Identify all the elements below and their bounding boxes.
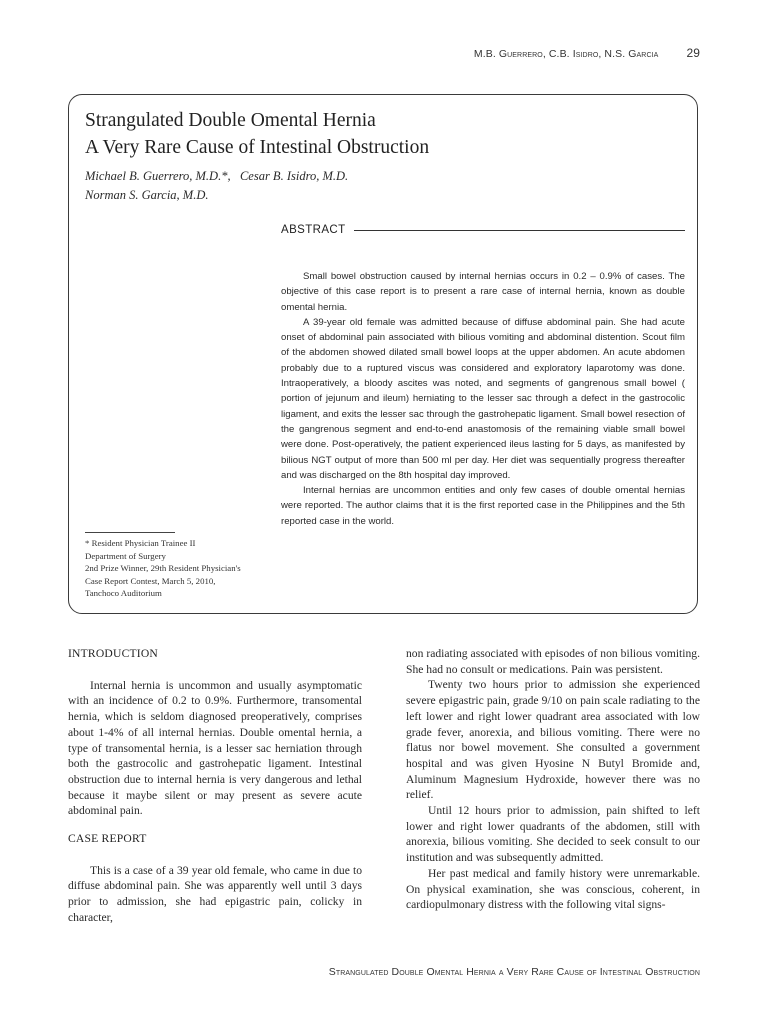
running-header bbox=[474, 46, 700, 62]
abstract-text bbox=[281, 269, 685, 529]
abstract-rule bbox=[354, 230, 685, 231]
footnote-line: Department of Surgery bbox=[85, 550, 166, 561]
authors-line-1: Michael B. Guerrero, M.D.*, Cesar B. Isidro, M.D. bbox=[85, 169, 349, 183]
left-column bbox=[68, 646, 362, 926]
abstract-label: ABSTRACT bbox=[281, 224, 346, 236]
abstract-paragraph: Internal hernias are uncommon entities and only few cases of double omental hernias were reported. The author claims that it is the first reported case in the Philippines and the 5th reported case in the world. bbox=[281, 485, 685, 527]
footnote-line: Case Report Contest, March 5, 2010, bbox=[85, 575, 216, 586]
page-number: 29 bbox=[686, 46, 700, 60]
article-title bbox=[85, 107, 685, 161]
footer-title: Strangulated Double Omental Hernia a Very Rare Cause of Intestinal Obstruction bbox=[328, 966, 700, 978]
running-footer bbox=[68, 966, 700, 978]
footnote-line: 2nd Prize Winner, 29th Resident Physician's bbox=[85, 563, 241, 573]
body-paragraph: Her past medical and family history were unremarkable. On physical examination, she was conscious, coherent, in cardiopulmonary distress with the following vital signs- bbox=[406, 866, 700, 912]
title-line-1: Strangulated Double Omental Hernia bbox=[85, 110, 376, 131]
body-paragraph: Twenty two hours prior to admission she experienced severe epigastric pain, grade 9/10 on pain scale radiating to the left lower and right lower quadrant area associated with low grade fever, anorexia, and bilious vomiting. There were no flatus nor bowel movement. She consulted a government hospital and was given Hyosine N Butyl Bromide and, Aluminum Magnesium Hydroxide, however there was no relief. bbox=[406, 678, 700, 802]
title-line-2: A Very Rare Cause of Intestinal Obstruction bbox=[85, 137, 430, 158]
author-list bbox=[85, 167, 485, 205]
footnote-line: * Resident Physician Trainee II bbox=[85, 538, 196, 548]
case-report-heading: CASE REPORT bbox=[68, 832, 147, 846]
right-column bbox=[406, 646, 700, 913]
introduction-paragraph: Internal hernia is uncommon and usually asymptomatic with an incidence of 0.2 to 0.9%. Furthermore, transomental hernia, which is seldom diagnosed preoperatively, comprises about 1-4% of all internal hernias. Double omental hernia, a type of transomental hernia, is a lesser sac herniation through both the gastrocolic and gastrohepatic ligament. Intestinal obstruction due to internal hernia is very dangerous and lethal because it maybe silent or may present as severe acute abdominal pain. bbox=[68, 678, 362, 818]
abstract-paragraph: Small bowel obstruction caused by internal hernias occurs in 0.2 – 0.9% of cases. The objective of this case report is to present a rare case of internal hernia, known as double omental hernia. bbox=[281, 271, 685, 313]
abstract-paragraph: A 39-year old female was admitted because of diffuse abdominal pain. She had acute onset of abdominal pain associated with bilious vomiting and abdominal distention. Scout film of the abdomen showed dilated small bowel loops at the upper abdomen. An acute abdomen probably due to a ruptured viscus was considered and exploratory laparotomy was done. Intraoperatively, a bloody ascites was noted, and segments of gangrenous small bowel ( portion of jejunum and ileum) herniating to the lesser sac through a defect in the gastrocolic ligament, and exits the lesser sac through the gastrohepatic ligament. Small bowel resection of the gangrenous segment and end-to-end anastomosis of the remaining viable small bowel were done. Post-operatively, the patient experienced ileus lasting for 5 days, as manifested by bilious NGT output of more than 500 ml per day. Her diet was sequentially progress thereafter and was discharged on the 8th hospital day improved. bbox=[281, 316, 685, 481]
authors-line-2: Norman S. Garcia, M.D. bbox=[85, 188, 209, 202]
body-paragraph: non radiating associated with episodes of non bilious vomiting. She had no consult or medications. Pain was persistent. bbox=[406, 647, 700, 676]
footnote-line: Tanchoco Auditorium bbox=[85, 588, 162, 598]
footnote-rule bbox=[85, 532, 175, 533]
introduction-heading: INTRODUCTION bbox=[68, 647, 158, 660]
body-paragraph: Until 12 hours prior to admission, pain shifted to left lower and right lower quadrants of the abdomen, still with anorexia, bilious vomiting. She decided to seek consult to our institution and was subsequently admitted. bbox=[406, 804, 700, 865]
case-report-paragraph: This is a case of a 39 year old female, who came in due to diffuse abdominal pain. She was apparently well until 3 days prior to admission, she had epigastric pain, colicky in character, bbox=[68, 863, 362, 924]
header-authors: M.B. Guerrero, C.B. Isidro, N.S. Garcia bbox=[473, 48, 659, 60]
footnote bbox=[85, 537, 275, 600]
abstract-heading bbox=[281, 222, 685, 238]
